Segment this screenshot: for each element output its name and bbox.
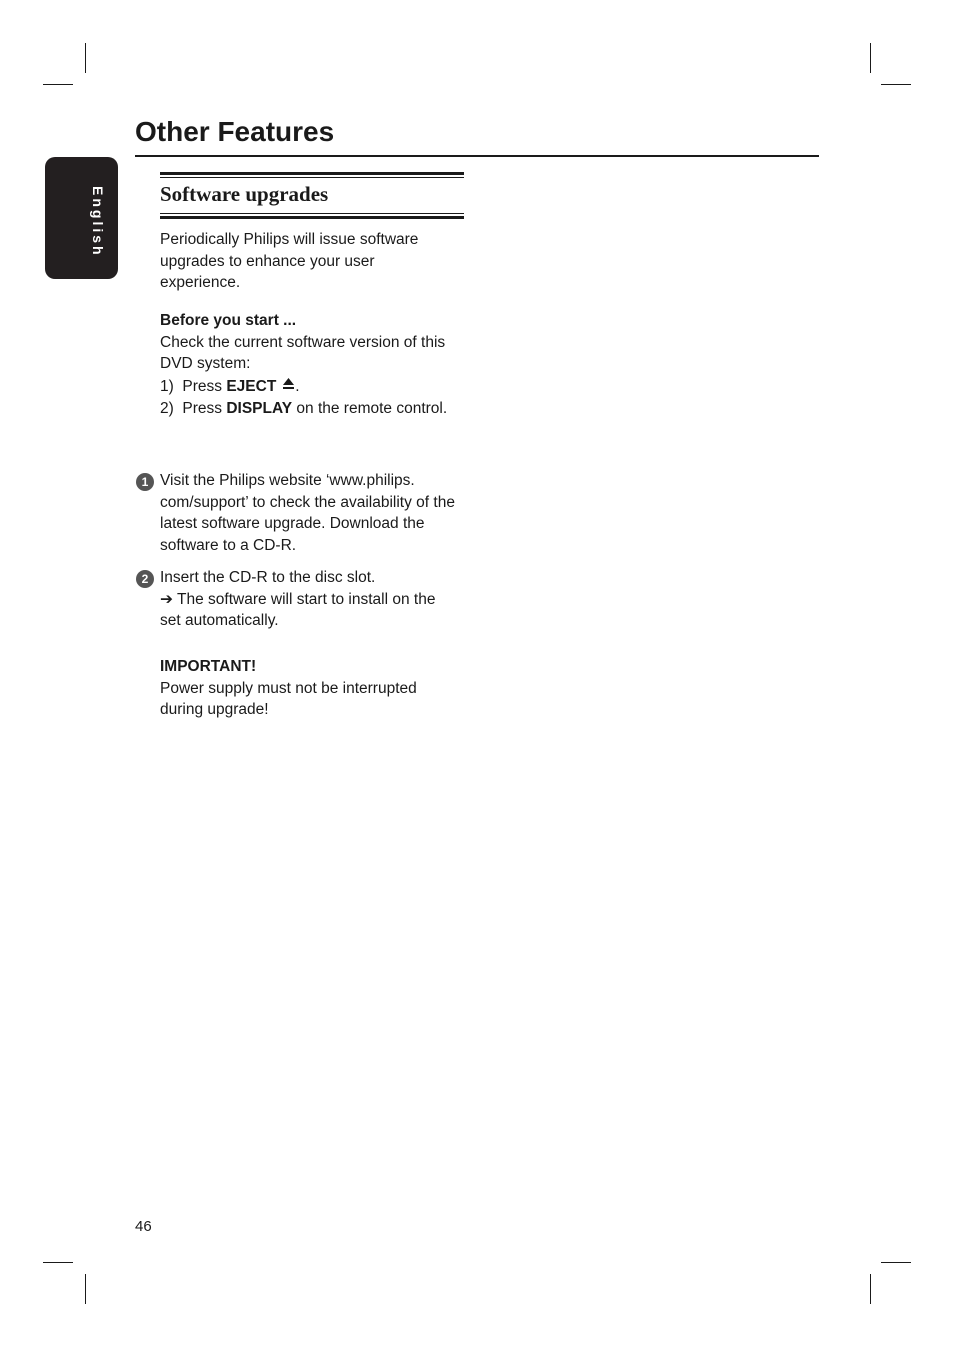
- section-rule-bottom: [160, 216, 464, 219]
- section-rule-top: [160, 172, 464, 175]
- section-title: Software upgrades: [160, 182, 329, 206]
- crop-mark: [870, 1274, 871, 1304]
- before-step-1-prefix: 1) Press: [160, 378, 227, 396]
- crop-mark: [881, 84, 911, 85]
- step-2-result: ➔ The software will start to install on the set automatically.: [160, 590, 436, 630]
- step-number-2: 2: [136, 570, 154, 588]
- important-heading: IMPORTANT!: [160, 658, 257, 675]
- before-step-2-prefix: 2) Press: [160, 399, 227, 417]
- crop-mark: [85, 43, 86, 73]
- step-1: [160, 470, 460, 557]
- before-step-1-suffix: .: [295, 378, 300, 396]
- intro-text: Periodically Philips will issue software upgrades to enhance your user experience.: [160, 231, 419, 292]
- crop-mark: [43, 84, 73, 85]
- important-note: [160, 656, 450, 721]
- crop-mark: [85, 1274, 86, 1304]
- before-step-2-suffix: on the remote control.: [292, 399, 448, 417]
- eject-icon: [282, 375, 295, 397]
- language-tab: [45, 157, 118, 279]
- step-2-text: Insert the CD-R to the disc slot.: [160, 569, 376, 586]
- eject-key: EJECT: [226, 378, 277, 396]
- step-2: [160, 567, 450, 632]
- section-rule-top-thin: [160, 177, 464, 178]
- crop-mark: [43, 1262, 73, 1263]
- step-number-1: 1: [136, 473, 154, 491]
- crop-mark: [881, 1262, 911, 1263]
- before-step-1: [160, 375, 450, 398]
- before-you-start: [160, 310, 450, 420]
- title-divider: [135, 155, 819, 157]
- section-rule-bottom-thin: [160, 213, 464, 214]
- before-heading: Before you start ...: [160, 312, 297, 329]
- before-step-2: [160, 398, 450, 420]
- display-key: DISPLAY: [226, 399, 293, 417]
- page-title: Other Features: [135, 116, 335, 147]
- intro-paragraph: [160, 229, 450, 294]
- important-text: Power supply must not be interrupted during upgrade!: [160, 679, 417, 719]
- crop-mark: [870, 43, 871, 73]
- step-1-text: Visit the Philips website ‘www.philips. com/support’ to check the availability of the latest software upgrade. Download the software to a CD-R.: [160, 472, 455, 555]
- before-text: Check the current software version of this DVD system:: [160, 333, 446, 373]
- page-number: 46: [135, 1218, 152, 1235]
- language-label: English: [90, 186, 106, 258]
